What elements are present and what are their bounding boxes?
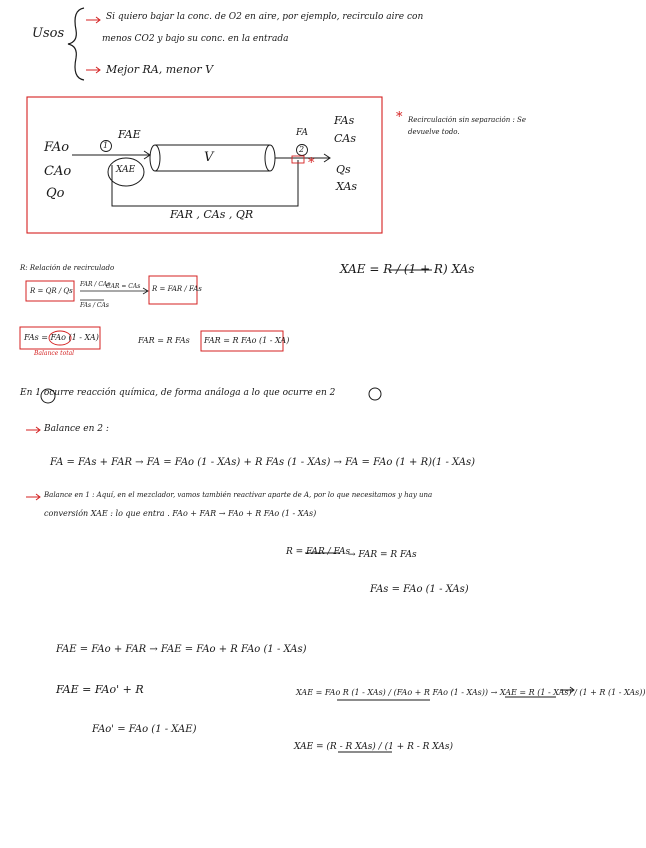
xae-final: XAE = (R - R XAs) / (1 + R - R XAs) [294,742,453,752]
recycle-stream: FAR , CAs , QR [170,208,254,221]
inlet-flow: FAo [44,140,70,155]
usos-line-2: menos CO2 y bajo su conc. en la entrada [102,34,289,44]
entry-conversion: XAE [116,165,136,175]
fae-equation: FAE = FAo + FAR → FAE = FAo + R FAo (1 - XAs) [56,644,307,655]
outlet-xas: XAs [336,180,358,193]
xae-relation: XAE = R / (1 + R) XAs [340,262,475,276]
frac-top: FAR / CAs [80,281,111,288]
note-star: * [396,110,403,125]
reactor-volume: V [204,150,214,165]
fas-fao: FAs = FAo (1 - XAs) [370,584,469,595]
r-definition: R: Relación de recirculado [20,264,115,272]
fao-prime: FAo' = FAo (1 - XAE) [92,724,197,735]
outlet-cas: CAs [334,132,357,145]
node-2: 2 [299,145,305,154]
inlet-conc: CAo [44,164,72,179]
far-eq-2: FAR = R FAo (1 - XA) [204,336,290,345]
balance-2-title: Balance en 2 : [44,424,109,434]
inlet-q: Qo [46,186,65,201]
outlet-fa: FA [296,128,308,138]
balance-total: Balance total [34,350,75,357]
r-eq-q: R = QR / Qs [30,287,73,295]
en-1-statement: En 1 ocurre reacción química, de forma análoga a lo que ocurre en 2 [20,388,336,398]
usos-line-1: Si quiero bajar la conc. de O2 en aire, por ejemplo, recirculo aire con [106,12,424,22]
usos-line-3: Mejor RA, menor V [106,63,214,76]
recirculation-note: Recirculación sin separación : Se devuelve todo. [408,116,526,136]
fae-prime: FAE = FAo' + R [56,683,144,696]
conc-condition: CAR = CAs [106,283,141,290]
far-rfas: → FAR = R FAs [348,550,417,560]
balance-1-line-1: Balance en 1 : Aquí, en el mezclador, vamos también reactivar aparte de A, por lo que necesitamos y hay una [44,491,433,499]
r-fraction: R = FAR / FAs [286,547,351,557]
frac-bottom: FAs / CAs [80,302,109,309]
star-mark: * [308,156,315,171]
far-eq: FAR = R FAs [138,336,190,345]
entry-flow: FAE [118,128,141,141]
balance-1-line-2: conversión XAE : lo que entra . FAo + FAR → FAo + R FAo (1 - XAs) [44,509,317,518]
fas-balance: FAs = FAo (1 - XA) [24,333,99,342]
outlet-fas: FAs [334,114,355,127]
node-1: 1 [103,141,109,150]
r-eq-f: R = FAR / FAs [152,285,202,293]
outlet-qs: Qs [336,163,351,176]
usos-label: Usos [32,26,65,41]
fa-equation: FA = FAs + FAR → FA = FAo (1 - XAs) + R FAs (1 - XAs) → FA = FAo (1 + R)(1 - XAs) [50,457,476,468]
xae-equation: XAE = FAo R (1 - XAs) / (FAo + R FAo (1 - XAs)) → XAE = R (1 - XAs) / (1 + R (1 - XAs)) [296,688,646,697]
